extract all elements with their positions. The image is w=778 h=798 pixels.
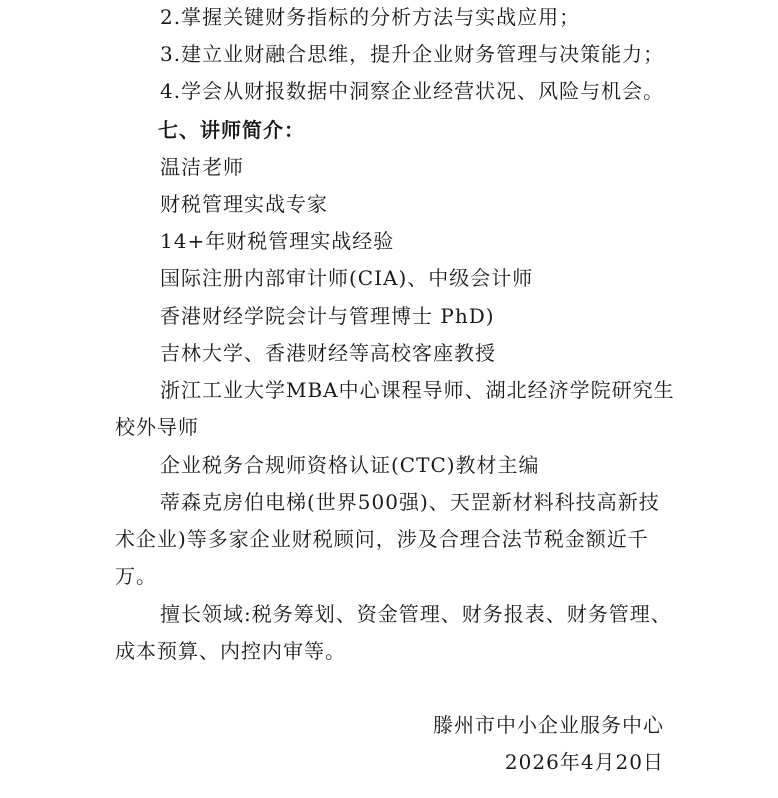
footer-organization: 滕州市中小企业服务中心 (433, 713, 664, 737)
instructor-editor: 企业税务合规师资格认证(CTC)教材主编 (160, 453, 540, 477)
instructor-consultant-line2: 术企业)等多家企业财税顾问，涉及合理合法节税金额近千 (115, 527, 649, 551)
instructor-doctorate: 香港财经学院会计与管理博士 PhD) (160, 304, 495, 328)
goal-item-3: 3.建立业财融合思维，提升企业财务管理与决策能力； (160, 42, 665, 66)
footer-date: 2026年4月20日 (504, 750, 664, 774)
instructor-expertise-line1: 擅长领域:税务筹划、资金管理、财务报表、财务管理、 (160, 602, 672, 626)
goal-item-4: 4.学会从财报数据中洞察企业经营状况、风险与机会。 (160, 79, 665, 103)
instructor-experience: 14+年财税管理实战经验 (160, 229, 395, 253)
instructor-mentor-line1: 浙江工业大学MBA中心课程导师、湖北经济学院研究生 (160, 378, 675, 402)
section-heading-instructor: 七、讲师简介： (158, 118, 305, 142)
goal-item-2: 2.掌握关键财务指标的分析方法与实战应用； (160, 5, 581, 29)
instructor-consultant-line1: 蒂森克房伯电梯(世界500强)、天罡新材料科技高新技 (160, 490, 660, 514)
instructor-certifications: 国际注册内部审计师(CIA)、中级会计师 (160, 266, 534, 290)
instructor-mentor-line2: 校外导师 (115, 415, 199, 439)
instructor-expertise-line2: 成本预算、内控内审等。 (115, 639, 346, 663)
instructor-title: 财税管理实战专家 (160, 192, 328, 216)
instructor-consultant-line3: 万。 (115, 564, 157, 588)
instructor-name: 温洁老师 (160, 155, 244, 179)
instructor-guest-professor: 吉林大学、香港财经等高校客座教授 (160, 341, 496, 365)
